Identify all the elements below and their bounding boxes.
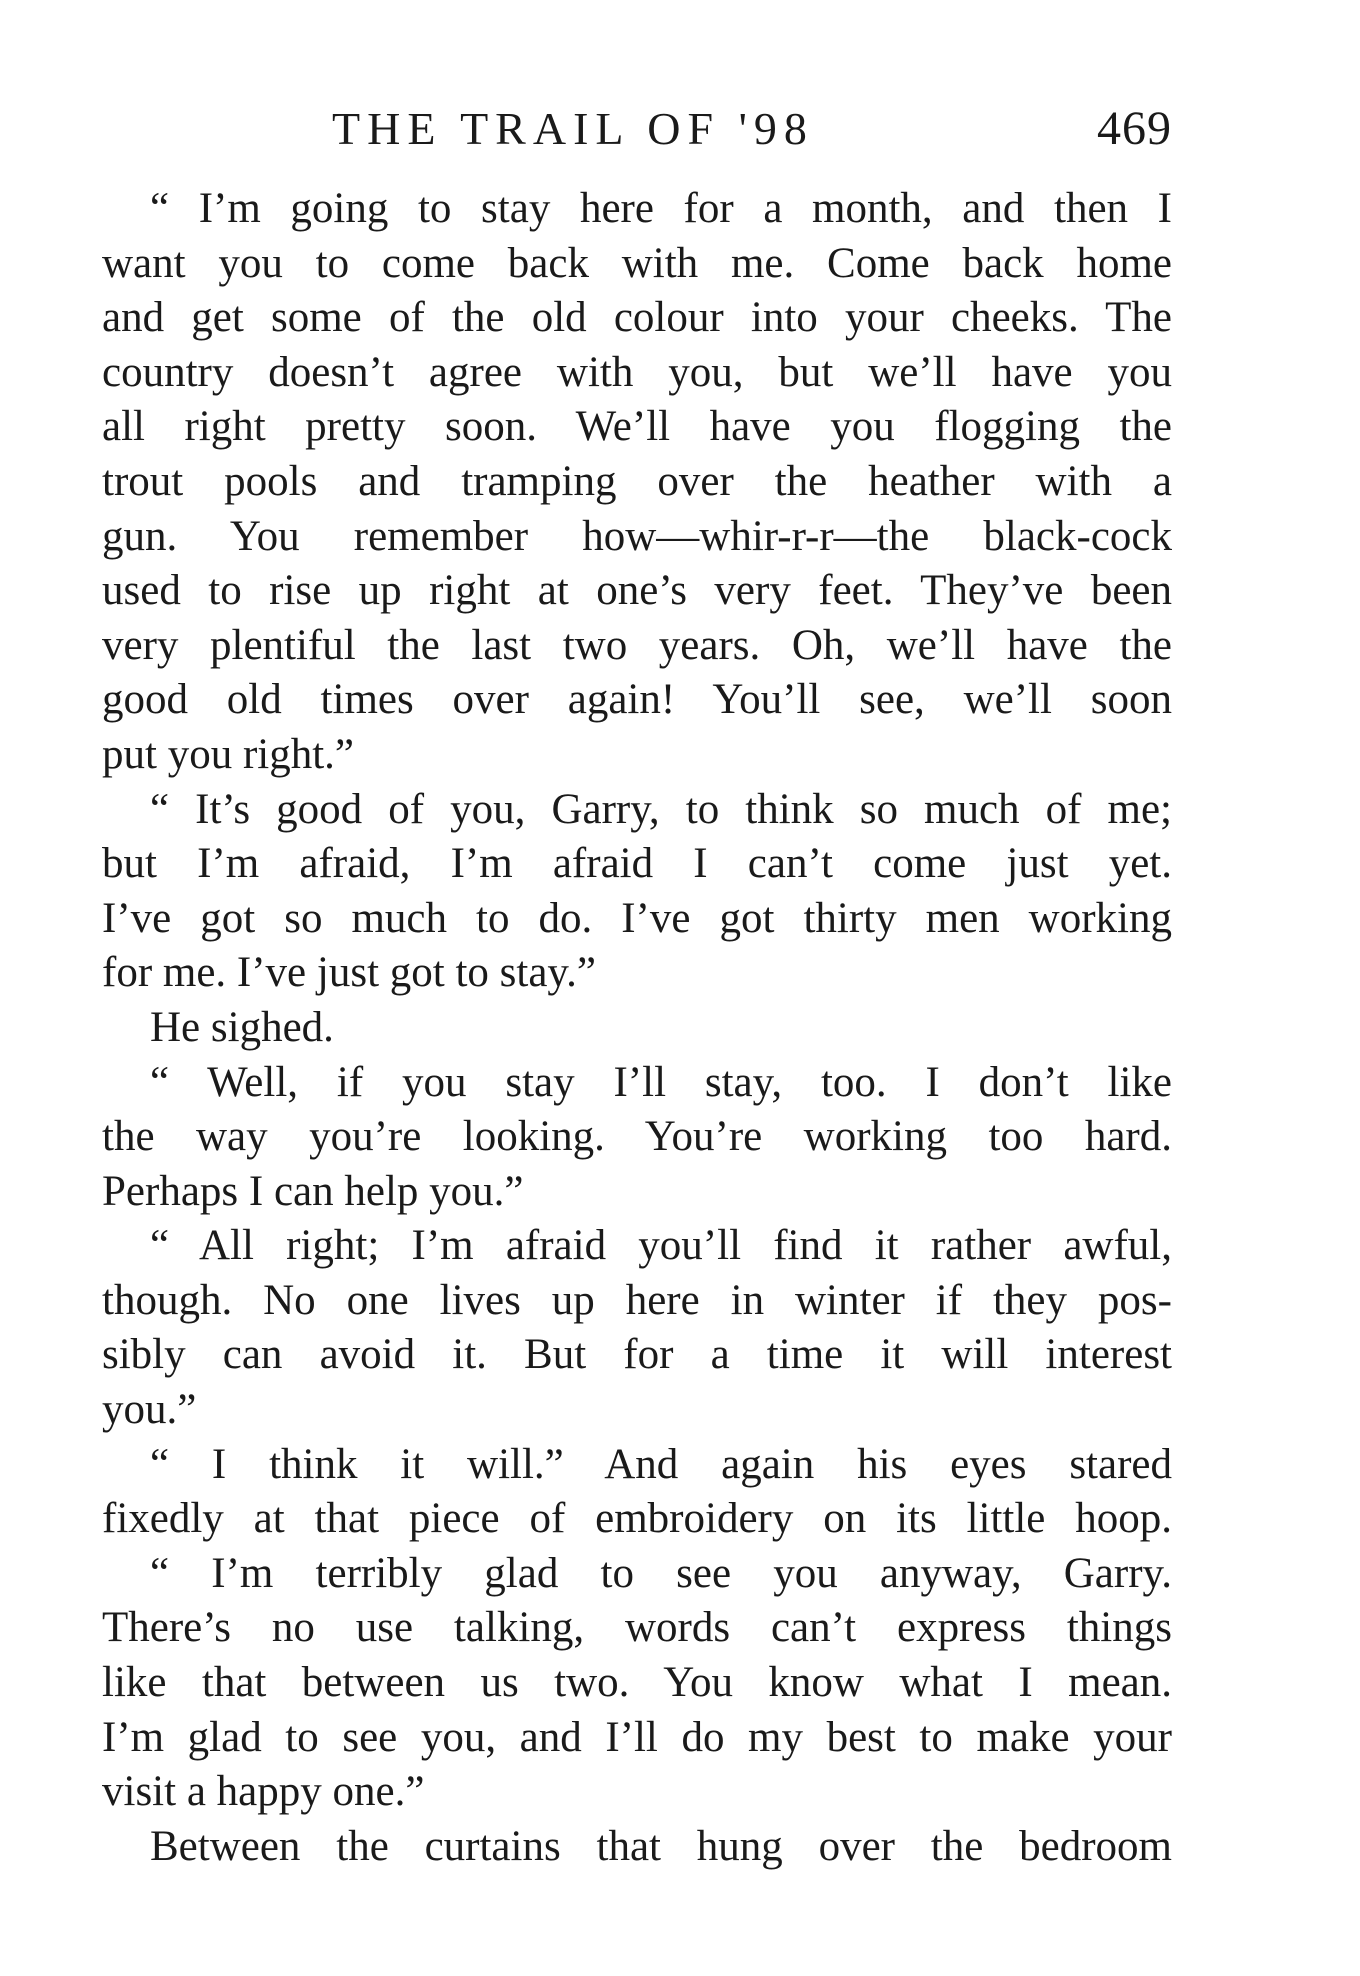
text-line: put you right.” [102,730,354,778]
running-head: THE TRAIL OF '98 [332,103,814,154]
text-line: Perhaps I can help you.” [102,1167,524,1215]
text-line: “ It’s good of you, Garry, to think so much of me; [150,785,1172,833]
page-header [102,94,1172,164]
text-line: visit a happy one.” [102,1768,425,1816]
text-line: you.” [102,1386,197,1434]
text-line: the way you’re looking. You’re working too hard. [102,1113,1172,1161]
text-line: though. No one lives up here in winter if they pos- [102,1276,1172,1324]
text-line: There’s no use talking, words can’t express things [102,1604,1172,1652]
text-line: “ I’m going to stay here for a month, and then I [150,185,1172,232]
text-line: want you to come back with me. Come back home [102,239,1172,287]
text-line: but I’m afraid, I’m afraid I can’t come just yet. [102,840,1172,888]
text-line: gun. You remember how—whir-r-r—the black-cock [102,512,1172,560]
page-number: 469 [1097,102,1172,155]
text-line: He sighed. [150,1003,334,1051]
text-line: used to rise up right at one’s very feet. They’ve been [102,567,1172,615]
text-line: like that between us two. You know what I mean. [102,1659,1172,1707]
text-line: “ Well, if you stay I’ll stay, too. I don’t like [150,1058,1172,1106]
text-line: “ All right; I’m afraid you’ll find it rather awful, [150,1222,1172,1270]
text-line: “ I’m terribly glad to see you anyway, Garry. [150,1549,1172,1597]
text-line: I’m glad to see you, and I’ll do my best to make your [102,1713,1172,1761]
text-line: “ I think it will.” And again his eyes stared [150,1440,1172,1488]
text-line: very plentiful the last two years. Oh, we’ll have the [102,621,1172,669]
text-line: trout pools and tramping over the heather with a [102,457,1172,505]
text-line: for me. I’ve just got to stay.” [102,949,596,997]
text-line: and get some of the old colour into your cheeks. The [102,294,1172,342]
text-line: country doesn’t agree with you, but we’ll have you [102,348,1172,396]
text-line: all right pretty soon. We’ll have you flogging the [102,403,1172,451]
text-line: fixedly at that piece of embroidery on its little hoop. [102,1495,1172,1543]
body-text [102,182,1172,1874]
text-line: Between the curtains that hung over the bedroom [150,1822,1172,1870]
text-line: I’ve got so much to do. I’ve got thirty men working [102,894,1172,942]
text-line: good old times over again! You’ll see, we’ll soon [102,676,1172,724]
text-line: sibly can avoid it. But for a time it will interest [102,1331,1172,1379]
